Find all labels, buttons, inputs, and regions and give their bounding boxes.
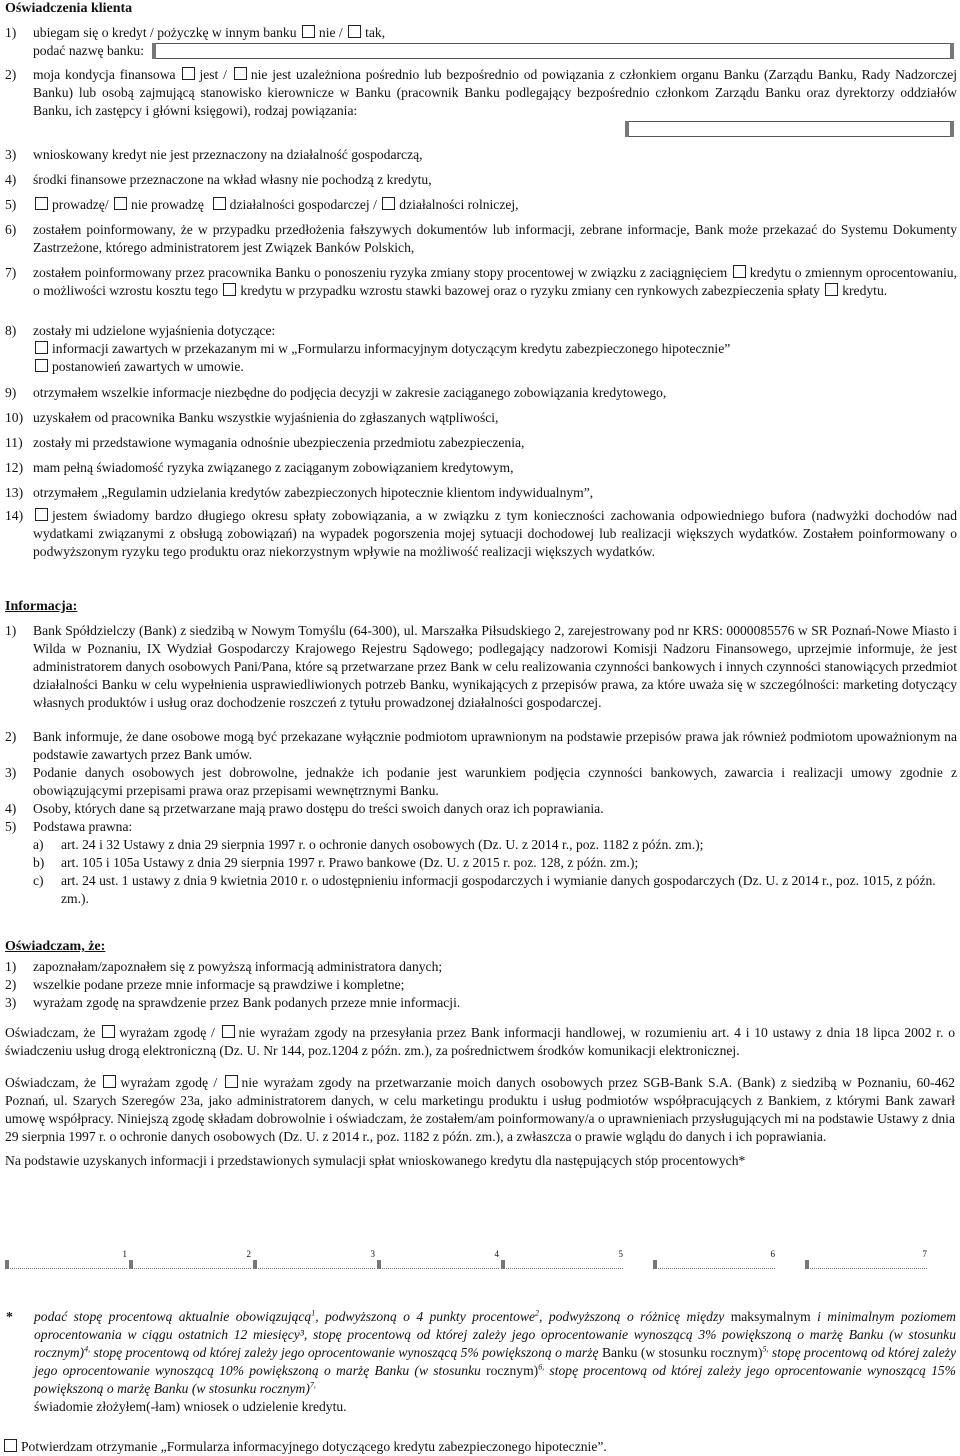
checkbox-business-activity[interactable]	[213, 197, 226, 210]
item-number: 4)	[5, 801, 17, 816]
bank-name-field[interactable]	[152, 43, 954, 59]
item-number: 14)	[5, 508, 24, 523]
item-letter: a)	[33, 837, 44, 852]
info-text: Bank informuje, że dane osobowe mogą być przekazane wyłącznie podmiotom uprawnionym na podstawie przepisów prawa jak również podmiotom upoważnionym na podstawie zawartych przez Bank umów.	[33, 729, 957, 762]
statement-text: zostałem poinformowany, że w przypadku przedłożenia fałszywych dokumentów lub informacji, zebrane informacje, Bank może przekazać do Systemu Dokumenty Zastrzeżone, którego administratorem jest Związek Banków Polskich,	[33, 222, 957, 255]
option-label: nie /	[318, 25, 343, 40]
option-label: działalności gospodarczej /	[229, 197, 377, 212]
checkbox-not-conduct[interactable]	[114, 197, 127, 210]
checkbox-processing-agree[interactable]	[103, 1075, 116, 1088]
footnote-text: i minimalnym poziomem oprocentowania w ciągu ostatnich 12 miesięcy³, stopę procentową od której zależy jego oprocentowanie wynoszącą 3% powiększoną o marżę Banku (w stosunku rocznym)	[34, 1309, 956, 1360]
footnote-text: , podwyższoną o różnicę między	[539, 1309, 725, 1324]
option-label: nie prowadzę	[131, 197, 204, 212]
item-number: 2)	[5, 729, 17, 744]
data-processing-consent	[5, 1074, 955, 1146]
checkbox-variable-rate[interactable]	[733, 265, 746, 278]
checkbox-cost-increase[interactable]	[223, 283, 236, 296]
option-label: wyrażam zgodę /	[120, 1075, 218, 1090]
statement-text: mam pełną świadomość ryzyka związanego z zaciąganym zobowiązaniem kredytowym,	[33, 460, 514, 475]
interest-rate-field-4[interactable]	[377, 1249, 499, 1269]
statement-text: zostały mi przedstawione wymagania odnośnie ubezpieczenia przedmiotu zabezpieczenia,	[33, 435, 525, 450]
rate-label: 6	[770, 1249, 775, 1259]
info-text: art. 24 i 32 Ustawy z dnia 29 sierpnia 1997 r. o ochronie danych osobowych (Dz. U. z 2014 r., poz. 1182 z późn. zm.);	[61, 837, 704, 852]
rate-label: 3	[370, 1249, 375, 1259]
statement-text: jestem świadomy bardzo długiego okresu spłaty zobowiązania, a w związku z tym konieczności zachowania odpowiedniego bufora (nadwyżki dochodów nad wydatkami związanymi z obsługą zobowiązań) na wypadek pogorszenia mojej sytuacji dochodowej lub realizacji większych wydatków. Zostałem poinformowany o podwyższonym ryzyku tego produktu oraz niekorzystnym wpływie na możliwość realizacji większych wydatków.	[33, 508, 957, 559]
footnote-text: , podwyższoną o 4 punkty procentowe	[315, 1309, 536, 1324]
checkbox-other-bank-yes[interactable]	[348, 25, 361, 38]
option-label: tak,	[365, 25, 386, 40]
statement-text: uzyskałem od pracownika Banku wszystkie wyjaśnienia do zgłaszanych wątpliwości,	[33, 410, 499, 425]
item-number: 5)	[5, 819, 17, 834]
item-number: 11)	[5, 435, 23, 450]
declaration-text: zapoznałam/zapoznałem się z powyższą informacją administratora danych;	[33, 959, 443, 974]
info-text: art. 105 i 105a Ustawy z dnia 29 sierpnia 1997 r. Prawo bankowe (Dz. U. z 2015 r. poz. 128, z późn. zm.);	[61, 855, 639, 870]
checkbox-other-bank-no[interactable]	[302, 25, 315, 38]
info-text: Podstawa prawna:	[33, 819, 133, 834]
footnote-text: Banku (w stosunku rocznym)	[601, 1345, 763, 1360]
rate-label: 7	[922, 1249, 927, 1259]
form-title: Oświadczenia klienta	[5, 1, 133, 16]
rate-label: 4	[494, 1249, 499, 1259]
footnote-marker: *	[6, 1309, 13, 1324]
checkbox-conduct[interactable]	[35, 197, 48, 210]
interest-rate-fields	[5, 1249, 955, 1271]
superscript: 2	[535, 1308, 540, 1318]
option-label: informacji zawartych w przekazanym mi w „Formularzu informacyjnym dotyczącym kredytu zabezpieczonego hipotecznie”	[52, 341, 731, 356]
item-number: 1)	[5, 25, 17, 40]
confirmation-text: Potwierdzam otrzymanie „Formularza informacyjnego dotyczącego kredytu zabezpieczonego hipotecznie”.	[21, 1439, 607, 1454]
checkbox-processing-disagree[interactable]	[225, 1075, 238, 1088]
statement-text: kredytu w przypadku wzrostu stawki bazowej oraz o ryzyku zmiany cen rynkowych zabezpieczenia spłaty	[240, 283, 820, 298]
item-number: 7)	[5, 265, 17, 280]
checkbox-financial-dependent[interactable]	[182, 67, 195, 80]
checkbox-confirm-receipt[interactable]	[4, 1439, 17, 1452]
rate-label: 1	[122, 1249, 127, 1259]
checkbox-collateral-risk[interactable]	[825, 283, 838, 296]
item-number: 10)	[5, 410, 24, 425]
superscript: 4,	[84, 1344, 91, 1354]
footnote-text: stopę procentową od której zależy jego oprocentowanie wynoszącą 10% powiększoną o marżę Banku (w stosunku	[34, 1345, 956, 1378]
declaration-text: wyrażam zgodę na sprawdzenie przez Bank podanych przeze mnie informacji.	[33, 995, 461, 1010]
item-number: 8)	[5, 323, 17, 338]
interest-rate-field-2[interactable]	[129, 1249, 251, 1269]
consent-text: Oświadczam, że	[5, 1075, 97, 1090]
interest-rate-field-1[interactable]	[5, 1249, 127, 1269]
item-number: 2)	[5, 67, 17, 82]
checkbox-marketing-disagree[interactable]	[222, 1025, 235, 1038]
item-number: 1)	[5, 959, 17, 974]
checkbox-financial-independent[interactable]	[234, 67, 247, 80]
item-number: 3)	[5, 995, 17, 1010]
item-number: 4)	[5, 172, 17, 187]
statement-text: środki finansowe przeznaczone na wkład własny nie pochodzą z kredytu,	[33, 172, 432, 187]
option-label: działalności rolniczej,	[399, 197, 519, 212]
item-number: 3)	[5, 147, 17, 162]
statement-text: zostały mi udzielone wyjaśnienia dotyczące:	[33, 323, 276, 338]
statement-text: wnioskowany kredyt nie jest przeznaczony na działalność gospodarczą,	[33, 147, 423, 162]
declaration-heading: Oświadczam, że:	[5, 939, 106, 954]
interest-rate-field-5[interactable]	[501, 1249, 623, 1269]
footnote	[6, 1308, 957, 1416]
info-text: art. 24 ust. 1 ustawy z dnia 9 kwietnia 2010 r. o udostępnieniu informacji gospodarczych i wymianie danych gospodarczych (Dz. U. z 2014 r., poz. 1015, z późn. zm.).	[61, 873, 936, 906]
info-text: Podanie danych osobowych jest dobrowolne, jednakże ich podanie jest warunkiem podjęcia czynności bankowych, zawarcia i realizacji umowy zgodnie z obowiązującymi przepisami prawa oraz przepisami wewnętrznymi Banku.	[33, 765, 957, 798]
superscript: 7,	[309, 1380, 316, 1390]
consent-text: nie wyrażam zgody na przesyłania przez Bank informacji handlowej, w rozumieniu art. 4 i 10 ustawy z dnia 18 lipca 2002 r. o świadczeniu usług drogą elektroniczną (Dz. U. Nr 144, poz.1204 z późn. zm.), za pośrednictwem środków komunikacji elektronicznej.	[5, 1025, 955, 1058]
option-label: wyrażam zgodę /	[119, 1025, 215, 1040]
item-number: 3)	[5, 765, 17, 780]
checkbox-contract-terms[interactable]	[35, 359, 48, 372]
statement-text: zostałem poinformowany przez pracownika Banku o ponoszeniu ryzyka zmiany stopy procentowej w związku z zaciągnięciem	[33, 265, 728, 280]
superscript: 5,	[762, 1344, 769, 1354]
form-receipt-confirmation	[4, 1438, 607, 1456]
relationship-type-field[interactable]	[625, 121, 954, 137]
option-label: postanowień zawartych w umowie.	[52, 359, 244, 374]
consent-text: nie wyrażam zgody na przetwarzanie moich danych osobowych przez SGB-Bank S.A. (Bank) z siedzibą w Poznaniu, 60-462 Poznań, ul. Szarych Szeregów 23a, jako administratorem danych, w celu marketingu produktu i usług podmiotów współpracujących z Bankiem, z którymi Bank zawarł umowę współpracy. Niniejszą zgodę składam dobrowolnie i oświadczam, że zostałem/am poinformowany/a o uprawnieniach przysługujących mi na podstawie Ustawy z dnia 29 sierpnia 1997 r. o ochronie danych osobowych (Dz. U. z 2014 r., poz. 1182 z późn. zm.), a zwłaszcza o prawie wglądu do danych i ich poprawiania.	[5, 1075, 955, 1144]
item-letter: c)	[33, 873, 44, 888]
footnote-text: rocznym)	[486, 1363, 539, 1378]
option-label: jest /	[199, 67, 227, 82]
statement-text: ubiegam się o kredyt / pożyczkę w innym banku	[33, 25, 297, 40]
checkbox-long-repayment[interactable]	[35, 508, 48, 521]
superscript: 6,	[538, 1362, 545, 1372]
interest-rate-field-7[interactable]	[805, 1249, 927, 1269]
item-number: 5)	[5, 197, 17, 212]
statement-text: kredytu.	[842, 283, 888, 298]
info-heading: Informacja:	[5, 599, 78, 614]
statement-text: kredytu o zmiennym oprocentowaniu, o możliwości wzrostu kosztu tego	[33, 265, 957, 298]
checkbox-agricultural-activity[interactable]	[382, 197, 395, 210]
info-text: Bank Spółdzielczy (Bank) z siedzibą w Nowym Tomyślu (64-300), ul. Marszałka Piłsudskiego 2, zarejestrowany pod nr KRS: 0000085576 w SR Poznań-Nowe Miasto i Wilda w Poznaniu, IX Wydział Gospodarczy Krajowego Rejestru Sądowego; podlegający nadzorowi Komisji Nadzoru Finansowego, uprzejmie informuje, że jest administratorem danych osobowych Pani/Pana, które są przetwarzane przez Bank w celu realizowania czynności bankowych i innych czynności stanowiących przedmiot działalności Banku w celu wypełnienia usprawiedliwionych potrzeb Banku, wynikających z przepisów prawa, za które uważa się w szczególności: marketing dotyczący własnych produktów i usług oraz dochodzenie roszczeń z tytułu prowadzonej działalności gospodarczej.	[33, 623, 957, 710]
checkbox-marketing-agree[interactable]	[102, 1025, 115, 1038]
interest-rate-field-3[interactable]	[253, 1249, 375, 1269]
item-number: 1)	[5, 623, 17, 638]
footnote-text: świadomie złożyłem(-łam) wniosek o udzielenie kredytu.	[34, 1399, 347, 1414]
footnote-text: stopę procentową od której zależy jego oprocentowanie wynoszącą 15% powiększoną o marżę Banku (w stosunku rocznym)	[34, 1363, 957, 1396]
footnote-text: podać stopę procentową aktualnie obowiązującą	[34, 1309, 312, 1324]
item-number: 9)	[5, 385, 17, 400]
statement-text: otrzymałem wszelkie informacje niezbędne do podjęcia decyzji w zakresie zaciąganego zobowiązania kredytowego,	[33, 385, 667, 400]
info-text: Osoby, których dane są przetwarzane mają prawo dostępu do treści swoich danych oraz ich poprawiania.	[33, 801, 604, 816]
item-number: 2)	[5, 977, 17, 992]
statement-text: moja kondycja finansowa	[33, 67, 176, 82]
interest-rate-field-6[interactable]	[653, 1249, 775, 1269]
marketing-consent	[5, 1024, 955, 1060]
superscript: 1	[311, 1308, 316, 1318]
statement-text: otrzymałem „Regulamin udzielania kredytów zabezpieczonych hipotecznie klientom indywidualnym”,	[33, 485, 594, 500]
checkbox-info-form[interactable]	[35, 341, 48, 354]
item-number: 6)	[5, 222, 17, 237]
rate-label: 2	[246, 1249, 251, 1259]
simulation-statement: Na podstawie uzyskanych informacji i przedstawionych symulacji spłat wnioskowanego kredytu dla następujących stóp procentowych*	[5, 1153, 746, 1168]
consent-text: Oświadczam, że	[5, 1025, 96, 1040]
footnote-text: stopę procentową od której zależy jego oprocentowanie wynoszącą 5% powiększoną o marżę	[90, 1345, 599, 1360]
option-label: prowadzę/	[52, 197, 109, 212]
bank-name-label: podać nazwę banku:	[33, 43, 144, 58]
item-number: 13)	[5, 485, 24, 500]
item-number: 12)	[5, 460, 24, 475]
rate-label: 5	[618, 1249, 623, 1259]
declaration-text: wszelkie podane przeze mnie informacje są prawdziwe i kompletne;	[33, 977, 405, 992]
footnote-text: maksymalnym	[730, 1309, 811, 1324]
statement-text: nie jest uzależniona pośrednio lub bezpośrednio od powiązania z członkiem organu Banku (Zarządu Banku, Rady Nadzorczej Banku) lub osobą zajmującą stanowisko kierownicze w Banku (pracownik Banku podlegający bezpośrednio członkom Zarządu Banku oraz dyrektorzy oddziałów Banku, ich zastępcy i główni księgowi), rodzaj powiązania:	[33, 67, 958, 118]
item-letter: b)	[33, 855, 45, 870]
